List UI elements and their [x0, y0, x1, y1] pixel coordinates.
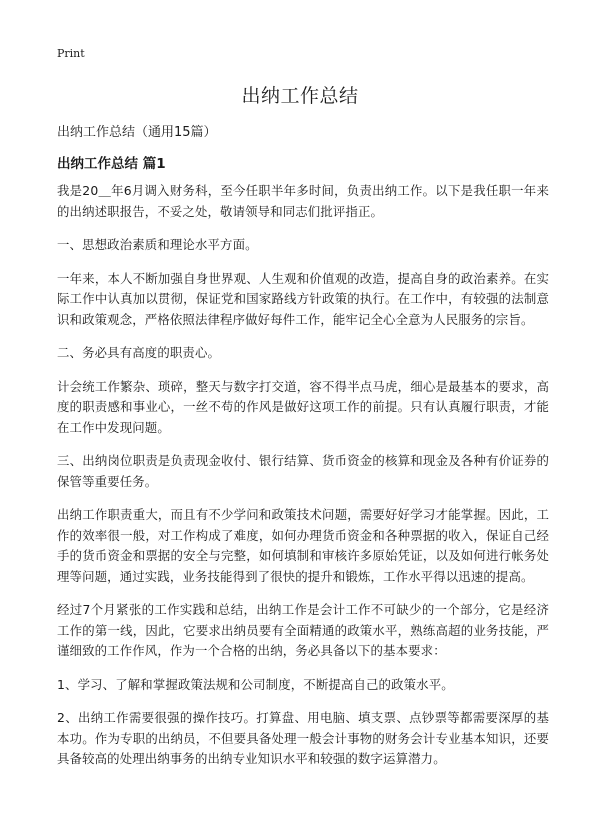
paragraph-duties: 三、出纳岗位职责是负责现金收付、银行结算、货币资金的核算和现金及各种有价证券的保管等重要任务。: [57, 453, 549, 489]
paragraph-responsibility: 计会统工作繁杂、琐碎，整天与数字打交道，容不得半点马虎，细心是最基本的要求，高度的职责感和事业心，一丝不苟的作风是做好这项工作的前提。只有认真履行职责，才能在工作中发现问题。: [57, 378, 549, 435]
document-body: [57, 181, 549, 783]
paragraph-heading-politics: 一、思想政治素质和理论水平方面。: [57, 237, 258, 252]
print-label: Print: [57, 47, 85, 60]
paragraph-politics: 一年来，本人不断加强自身世界观、人生观和价值观的改造，提高自身的政治素养。在实际工作中认真加以贯彻，保证党和国家路线方针政策的执行。在工作中，有较强的法制意识和政策观念，严格依照法律程序做好每件工作，能牢记全心全意为人民服务的宗旨。: [57, 270, 549, 327]
paragraph-practice-summary: 经过7个月紧张的工作实践和总结，出纳工作是会计工作不可缺少的一个部分，它是经济工作的第一线，因此，它要求出纳员要有全面精通的政策水平，熟练高超的业务技能，严谨细致的工作作风，作为一个合格的出纳，务必具备以下的基本要求：: [57, 602, 549, 658]
page-title: 出纳工作总结: [241, 85, 359, 107]
document-subtitle: 出纳工作总结（通用15篇）: [57, 125, 217, 140]
paragraph-heading-responsibility: 二、务必具有高度的职责心。: [57, 345, 221, 360]
paragraph-intro: 我是20＿年6月调入财务科，至今任职半年多时间，负责出纳工作。以下是我任职一年来的出纳述职报告，不妥之处，敬请领导和同志们批评指正。: [57, 183, 549, 219]
paragraph-requirement-2: 2、出纳工作需要很强的操作技巧。打算盘、用电脑、填支票、点钞票等都需要深厚的基本功。作为专职的出纳员，不但要具备处理一般会计事物的财务会计专业基本知识，还要具备较高的处理出纳事务的出纳专业知识水平和较强的数字运算潜力。: [57, 710, 549, 766]
section-heading: 出纳工作总结 篇1: [57, 156, 166, 172]
paragraph-cashier-work: 出纳工作职责重大，而且有不少学问和政策技术问题，需要好好学习才能掌握。因此，工作的效率很一般，对工作构成了难度，如何办理货币资金和各种票据的收入，保证自己经手的货币资金和票据的安全与完整，如何填制和审核许多原始凭证，以及如何进行帐务处理等问题，通过实践，业务技能得到了很快的提升和锻炼，工作水平得以迅速的提高。: [57, 507, 549, 584]
paragraph-requirement-1: 1、学习、了解和掌握政策法规和公司制度，不断提高自己的政策水平。: [57, 676, 454, 692]
